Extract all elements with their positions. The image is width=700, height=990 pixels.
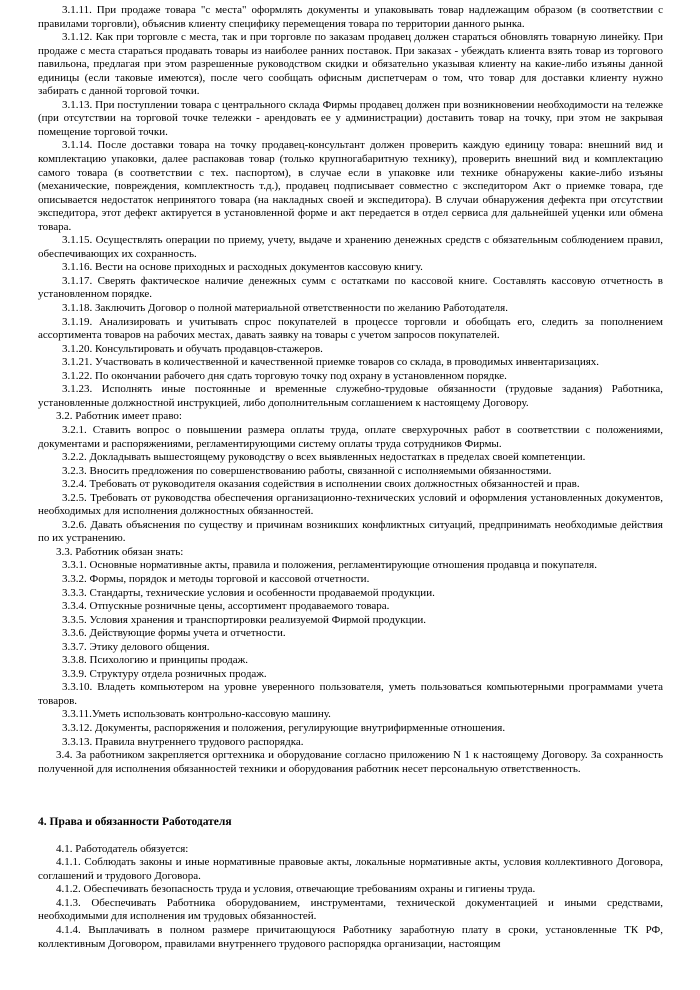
employer-heading: 4.1. Работодатель обязуется: <box>56 842 189 855</box>
paragraph-4-1-3: 4.1.3. Обеспечивать Работника оборудованием, инструментами, технической документацией и иными средствами, необходимыми для исполнения им трудовых обязанностей. <box>38 896 663 923</box>
knowledge-heading: 3.3. Работник обязан знать: <box>56 545 184 558</box>
paragraph-4-1-4: 4.1.4. Выплачивать в полном размере причитающуюся Работнику заработную плату в сроки, установленные ТК РФ, коллективным Договором, правилами внутреннего трудового распорядка организации, настоящим <box>38 924 663 950</box>
paragraph-3-2-5: 3.2.5. Требовать от руководства обеспечения организационно-технических условий и оформления установленных документов, необходимых для исполнения должностных обязанностей. <box>38 491 663 518</box>
paragraph-3-1-22: 3.1.22. По окончании рабочего дня сдать торговую точку под охрану в установленном порядке. <box>62 369 507 382</box>
paragraph-3-2-4: 3.2.4. Требовать от руководителя оказания содействия в исполнении своих должностных обязанностей и прав. <box>62 478 580 491</box>
paragraph-3-3-10: 3.3.10. Владеть компьютером на уровне уверенного пользователя, уметь пользоваться компьютерными программами учета товаров. <box>38 681 663 707</box>
section-gap <box>38 776 663 796</box>
paragraph-3-1-18: 3.1.18. Заключить Договор о полной материальной ответственности по желанию Работодателя. <box>62 302 508 315</box>
paragraph-3-3-1: 3.3.1. Основные нормативные акты, правила и положения, регламентирующие отношения продавца и покупателя. <box>62 559 597 572</box>
paragraph-3-1-19: 3.1.19. Анализировать и учитывать спрос покупателей в процессе торговли и обобщать его, следить за пополнением ассортимента товаров на рабочих местах, давать заявку на товары с учетом запросов покупателей. <box>38 315 663 342</box>
paragraph-3-1-17: 3.1.17. Сверять фактическое наличие денежных сумм с остатками по кассовой книге. Составлять кассовую отчетность в установленном порядке. <box>38 274 663 301</box>
paragraph-3-1-20: 3.1.20. Консультировать и обучать продавцов-стажеров. <box>62 342 323 355</box>
section-4-1-items <box>38 856 663 951</box>
paragraph-3-3-5: 3.3.5. Условия хранения и транспортировки реализуемой Фирмой продукции. <box>62 613 427 626</box>
paragraph-3-3-2: 3.3.2. Формы, порядок и методы торговой и кассовой отчетности. <box>62 572 370 585</box>
paragraph-3-1-23: 3.1.23. Исполнять иные постоянные и временные служебно-трудовые обязанности (трудовые задания) Работника, установленные должностной инструкцией, либо дополнительным соглашением к настоящему Договору. <box>38 383 663 409</box>
paragraph-3-3-9: 3.3.9. Структуру отдела розничных продаж. <box>62 667 267 680</box>
paragraph-3-3-11: 3.3.11.Уметь использовать контрольно-кассовую машину. <box>62 708 331 721</box>
section-3-3-items <box>38 559 663 749</box>
paragraph-3-2-6: 3.2.6. Давать объяснения по существу и причинам возникших конфликтных ситуаций, предпринимать необходимые действия по их устранению. <box>38 518 663 545</box>
paragraph-3-1-11: 3.1.11. При продаже товара "с места" оформлять документы и упаковывать товар надлежащим образом (в соответствии с правилами торговли), объяснив клиенту специфику перемещения товара по территории данного рынка. <box>38 4 663 30</box>
paragraph-3-4: 3.4. За работником закрепляется оргтехника и оборудование согласно приложению N 1 к настоящему Договору. За сохранность полученной для исполнения обязанностей техники и оборудования работник несет персональную ответственность. <box>38 749 663 775</box>
section-3-1-items <box>38 4 663 410</box>
paragraph-3-1-15: 3.1.15. Осуществлять операции по приему, учету, выдаче и хранению денежных средств с обязательным соблюдением правил, обеспечивающих их сохранность. <box>38 234 663 260</box>
paragraph-3-1-14: 3.1.14. После доставки товара на точку продавец-консультант должен проверить каждую единицу товара: внешний вид и комплектацию упаковки, далее распаковав товар (только крупногабаритную технику), проверить внешний вид и комплектацию самого товара (в соответствии с тех. паспортом), в случае если в упаковке или технике обнаружены какие-либо изъяны (механические, повреждения, комплектность т.д.), продавец подписывает совместно с экспедитором Акт о приемке товара, где описывается недостаток непринятого товара (на накладных своей и экспедитора). В случаи обнаружения дефекта при отсутствии экспедитора, этот дефект актируется в установленной форме и акт передается в отдел сервиса для дальнейшей уценки или обмена товара. <box>38 139 663 233</box>
rights-heading: 3.2. Работник имеет право: <box>56 410 182 423</box>
paragraph-4-1-2: 4.1.2. Обеспечивать безопасность труда и условия, отвечающие требованиям охраны и гигиены труда. <box>56 883 536 896</box>
section-4-title: 4. Права и обязанности Работодателя <box>38 816 232 829</box>
section-3-2-items <box>38 424 663 546</box>
paragraph-3-3-7: 3.3.7. Этику делового общения. <box>62 640 210 653</box>
paragraph-3-1-16: 3.1.16. Вести на основе приходных и расходных документов кассовую книгу. <box>62 261 423 274</box>
paragraph-3-3-6: 3.3.6. Действующие формы учета и отчетности. <box>62 627 286 640</box>
paragraph-3-3-13: 3.3.13. Правила внутреннего трудового распорядка. <box>62 735 304 748</box>
paragraph-3-1-12: 3.1.12. Как при торговле с места, так и при торговле по заказам продавец должен стараться обновлять товарную линейку. При продаже с места стараться продавать товары из наиболее ранних поставок. При заказах - убеждать клиента взять товар из торгового павильона, предлагая при этом разрешенные руководством скидки и обязательно указывая клиенту на какие-либо изъяны данной единицы (если таковые имеются), после чего сообщать офисным диспетчерам о том, что товар для доставки клиенту нужно забирать с данной торговой точки. <box>38 31 663 98</box>
paragraph-3-2-2: 3.2.2. Докладывать вышестоящему руководству о всех выявленных недостатках в пределах своей компетенции. <box>62 451 586 464</box>
paragraph-3-3-12: 3.3.12. Документы, распоряжения и положения, регулирующие внутрифирменные отношения. <box>62 721 506 734</box>
paragraph-3-1-13: 3.1.13. При поступлении товара с центрального склада Фирмы продавец должен при возникновении необходимости на тележке (при отсутствии на торговой точке тележки - арендовать ее у администрации) доставить товар на точку, при этом не закрывая помещение торговой точки. <box>38 98 663 138</box>
paragraph-3-2-1: 3.2.1. Ставить вопрос о повышении размера оплаты труда, оплате сверхурочных работ в соответствии с положениями, документами и распоряжениями, регламентирующими систему оплаты труда сотрудников Фирмы. <box>38 423 663 450</box>
paragraph-3-2-3: 3.2.3. Вносить предложения по совершенствованию работы, связанной с исполняемыми обязанностями. <box>62 464 552 477</box>
paragraph-3-1-21: 3.1.21. Участвовать в количественной и качественной приемке товаров со склада, в проводимых инвентаризациях. <box>62 356 600 369</box>
paragraph-3-3-8: 3.3.8. Психологию и принципы продаж. <box>62 654 249 667</box>
paragraph-4-1-1: 4.1.1. Соблюдать законы и иные нормативные правовые акты, локальные нормативные акты, условия коллективного Договора, соглашений и трудового Договора. <box>38 856 663 882</box>
paragraph-3-3-4: 3.3.4. Отпускные розничные цены, ассортимент продаваемого товара. <box>62 600 390 613</box>
paragraph-3-3-3: 3.3.3. Стандарты, технические условия и особенности продаваемой продукции. <box>62 586 435 599</box>
